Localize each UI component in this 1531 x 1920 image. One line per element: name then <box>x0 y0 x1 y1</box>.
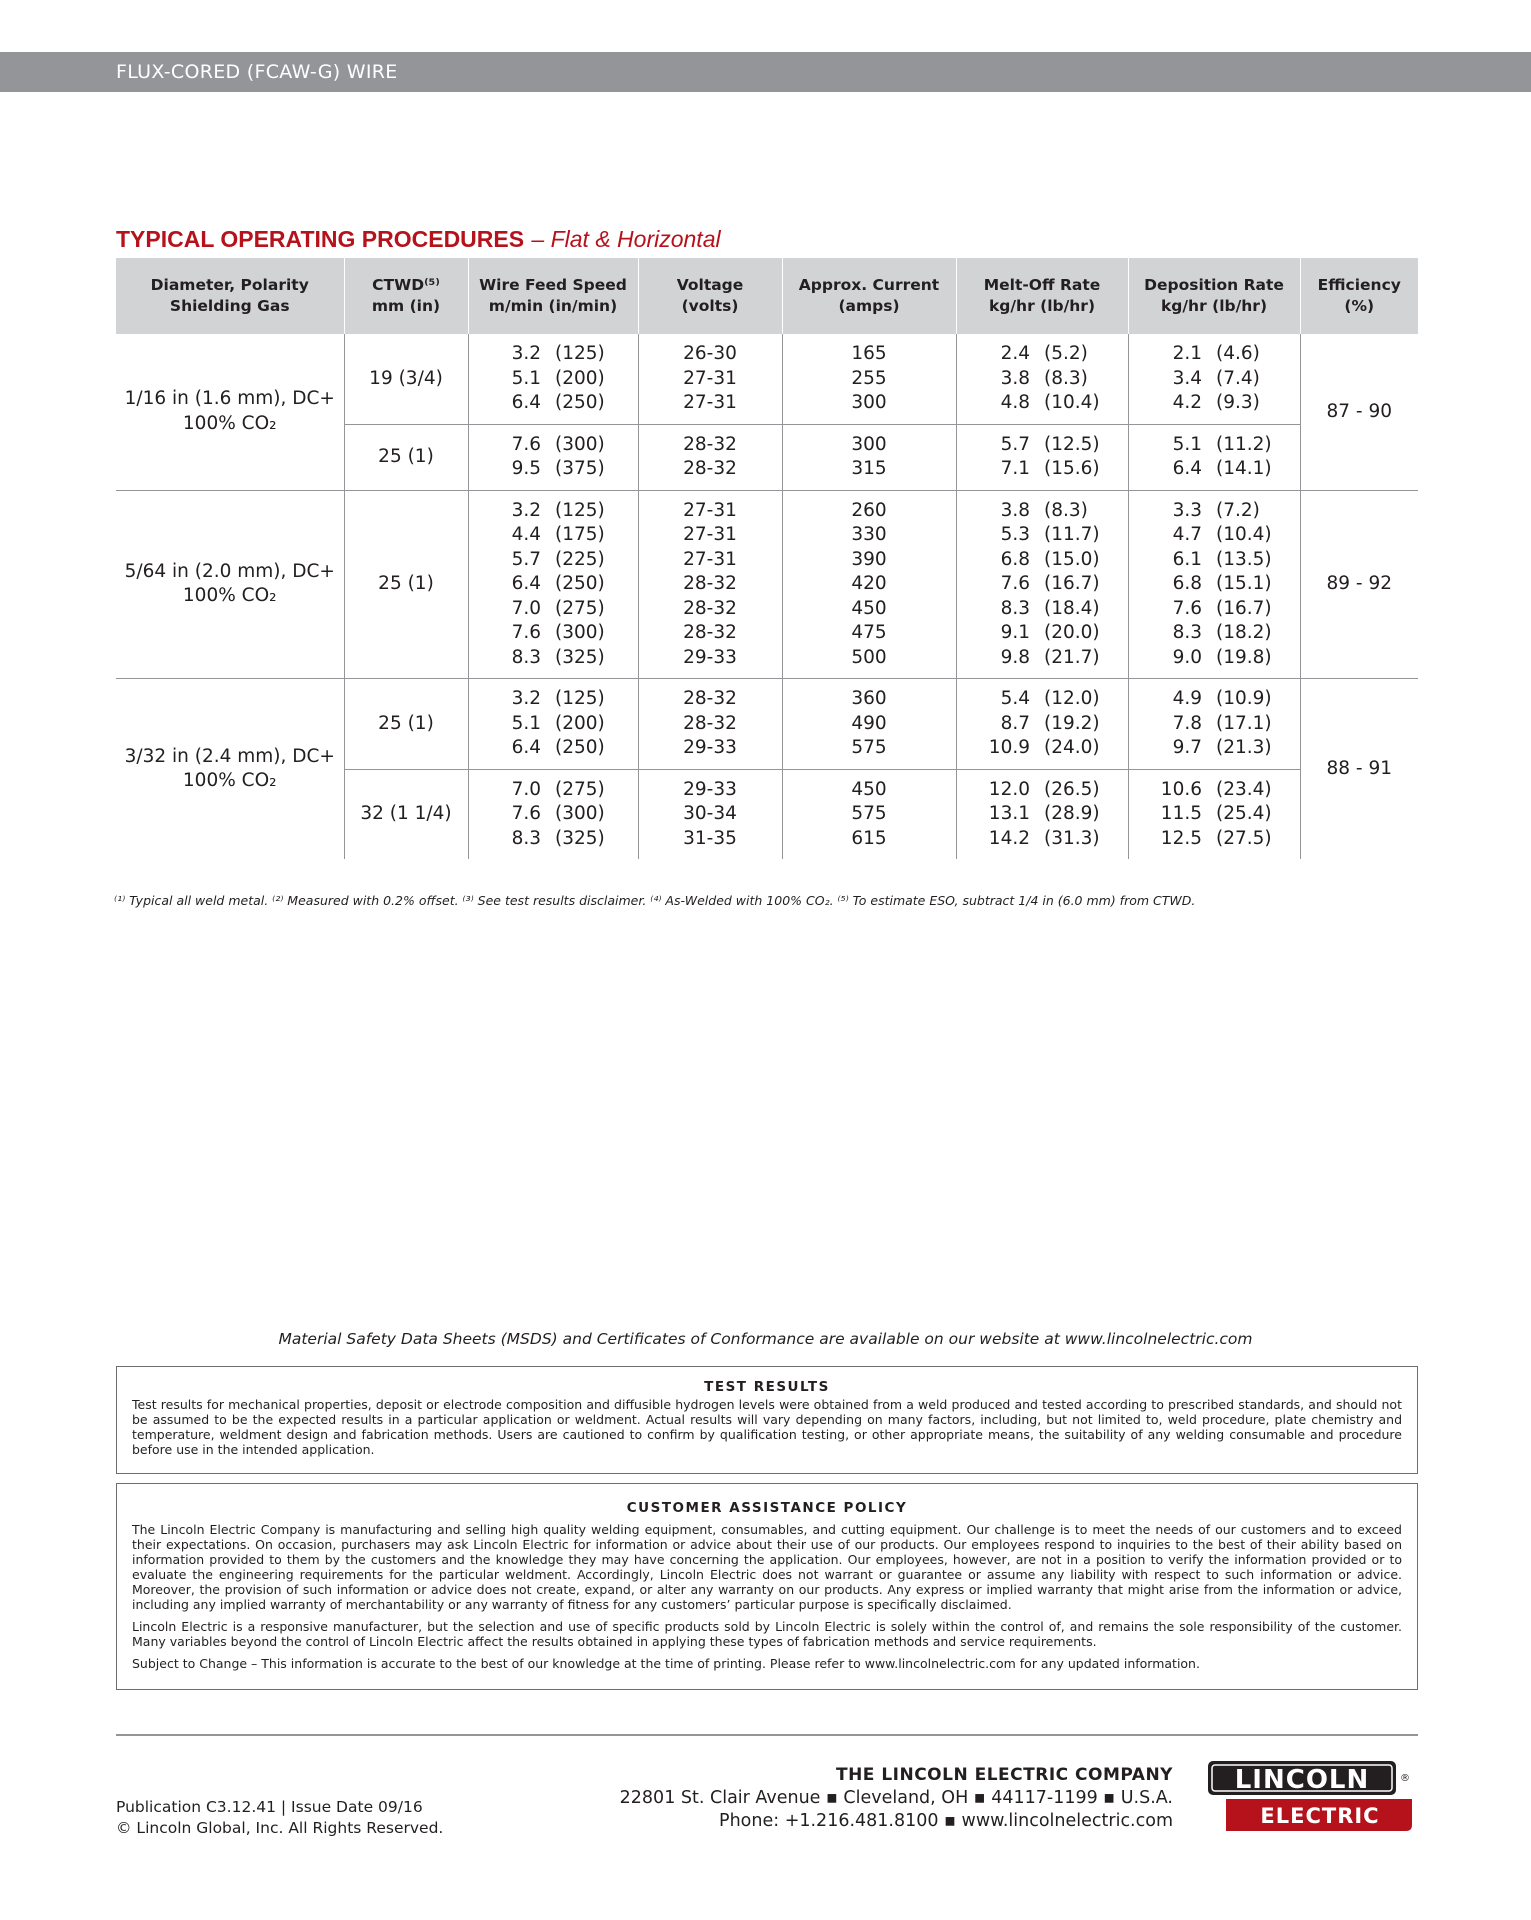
wire-feed-speed-value: 6.4 (250) <box>511 737 605 758</box>
publication-info <box>116 1797 443 1839</box>
current-value: 330 <box>851 524 887 545</box>
deposition-rate-value: 10.6 (23.4) <box>1160 778 1272 800</box>
efficiency-cell: 87 - 90 <box>1300 334 1418 490</box>
header-diameter: Diameter, Polarity Shielding Gas <box>116 258 344 334</box>
deposition-rate-value: 3.4 (7.4) <box>1172 367 1260 389</box>
voltage-value: 27-31 <box>683 367 737 389</box>
deposition-rate-value: 7.6 (16.7) <box>1172 597 1272 619</box>
deposition-rate-cell <box>1128 424 1300 490</box>
current-value: 260 <box>851 499 887 521</box>
deposition-rate-value: 5.1 (11.2) <box>1172 433 1272 455</box>
wire-feed-speed-value: 4.4 (175) <box>511 524 605 545</box>
melt-off-rate-value: 9.8 (21.7) <box>1000 646 1100 668</box>
operating-procedures-table <box>116 258 1418 859</box>
melt-off-rate-value: 6.8 (15.0) <box>1000 548 1100 570</box>
wire-feed-speed-value: 7.6 (300) <box>511 803 605 824</box>
deposition-rate-value: 6.4 (14.1) <box>1172 458 1272 479</box>
wire-feed-speed-value: 7.0 (275) <box>511 597 605 619</box>
melt-off-rate-value: 5.7 (12.5) <box>1000 433 1100 455</box>
voltage-cell <box>638 334 782 424</box>
ctwd-cell: 25 (1) <box>344 424 468 490</box>
voltage-value: 31-35 <box>683 827 737 849</box>
melt-off-rate-cell <box>956 424 1128 490</box>
current-cell <box>782 769 956 859</box>
wire-feed-speed-cell <box>468 490 638 679</box>
melt-off-rate-value: 8.3 (18.4) <box>1000 597 1100 619</box>
diameter-polarity: 3/32 in (2.4 mm), DC+ <box>124 745 335 767</box>
melt-off-rate-cell <box>956 679 1128 770</box>
current-value: 300 <box>851 392 887 413</box>
diameter-cell <box>116 490 344 679</box>
test-results-text: Test results for mechanical properties, deposit or electrode composition and diffusible hydrogen levels were obtained from a weld produced and tested according to prescribed standards, and should not be assumed to be the expected results in a particular application or weldment. Actual results will vary depending on many factors, including, but not limited to, weld procedure, plate chemistry and temperature, weldment design and fabrication methods. Users are cautioned to confirm by qualification testing, or other appropriate means, the suitability of any welding consumable and procedure before use in the intended application. <box>132 1397 1402 1457</box>
melt-off-rate-value: 14.2 (31.3) <box>988 827 1100 849</box>
voltage-value: 27-31 <box>683 524 737 545</box>
copyright: © Lincoln Global, Inc. All Rights Reserved. <box>116 1819 444 1837</box>
diameter-polarity: 1/16 in (1.6 mm), DC+ <box>124 388 335 410</box>
company-name: THE LINCOLN ELECTRIC COMPANY <box>835 1765 1173 1785</box>
ctwd-cell: 25 (1) <box>344 679 468 770</box>
wire-feed-speed-value: 9.5 (375) <box>511 458 605 479</box>
current-value: 575 <box>851 737 887 758</box>
voltage-cell <box>638 679 782 770</box>
header-melt-off-rate: Melt-Off Rate kg/hr (lb/hr) <box>956 258 1128 334</box>
deposition-rate-cell <box>1128 334 1300 424</box>
deposition-rate-value: 12.5 (27.5) <box>1160 827 1272 849</box>
melt-off-rate-value: 7.1 (15.6) <box>1000 458 1100 479</box>
deposition-rate-value: 2.1 (4.6) <box>1172 343 1260 364</box>
voltage-value: 26-30 <box>683 343 737 364</box>
deposition-rate-value: 9.7 (21.3) <box>1172 737 1272 758</box>
section-title <box>116 226 721 253</box>
customer-assistance-paragraph-1: The Lincoln Electric Company is manufacturing and selling high quality welding equipment, consumables, and cutting equipment. Our challenge is to meet the needs of our customers and to exceed their expectations. On occasion, purchasers may ask Lincoln Electric for information or advice about their use of our products. Our employees respond to inquiries to the best of their ability based on information provided to them by the customers and the knowledge they may have concerning the application. Our employees, however, are not in a position to verify the information provided or to evaluate the engineering requirements for the particular weldment. Accordingly, Lincoln Electric does not warrant or guarantee or assume any liability with respect to such information or advice. Moreover, the provision of such information or advice does not create, expand, or alter any warranty on our products. Any express or implied warranty that might arise from the information or advice, including any implied warranty of merchantability or any warranty of fitness for any customers’ particular purpose is specifically disclaimed. <box>132 1522 1402 1612</box>
header-title: FLUX-CORED (FCAW-G) WIRE <box>116 61 398 83</box>
deposition-rate-cell <box>1128 490 1300 679</box>
wire-feed-speed-cell <box>468 769 638 859</box>
deposition-rate-cell <box>1128 769 1300 859</box>
wire-feed-speed-value: 3.2 (125) <box>511 343 605 364</box>
wire-feed-speed-value: 5.1 (200) <box>511 712 605 734</box>
current-value: 500 <box>851 646 887 668</box>
melt-off-rate-value: 9.1 (20.0) <box>1000 622 1100 643</box>
melt-off-rate-cell <box>956 490 1128 679</box>
deposition-rate-value: 4.7 (10.4) <box>1172 524 1272 545</box>
wire-feed-speed-value: 7.0 (275) <box>511 778 605 800</box>
voltage-value: 27-31 <box>683 499 737 521</box>
table-row <box>116 679 1418 770</box>
voltage-value: 29-33 <box>683 737 737 758</box>
efficiency-cell: 88 - 91 <box>1300 679 1418 860</box>
header-voltage: Voltage (volts) <box>638 258 782 334</box>
shielding-gas: 100% CO₂ <box>182 585 277 607</box>
company-info <box>620 1764 1173 1833</box>
melt-off-rate-value: 3.8 (8.3) <box>1000 499 1088 521</box>
deposition-rate-value: 4.2 (9.3) <box>1172 392 1260 413</box>
current-value: 390 <box>851 548 887 570</box>
table-row <box>116 490 1418 679</box>
voltage-cell <box>638 490 782 679</box>
test-results-title: TEST RESULTS <box>704 1379 830 1395</box>
wire-feed-speed-cell <box>468 334 638 424</box>
voltage-value: 29-33 <box>683 778 737 800</box>
wire-feed-speed-cell <box>468 424 638 490</box>
ctwd-cell: 32 (1 1/4) <box>344 769 468 859</box>
melt-off-rate-value: 5.4 (12.0) <box>1000 688 1100 709</box>
table-footnote: ⁽¹⁾ Typical all weld metal. ⁽²⁾ Measured with 0.2% offset. ⁽³⁾ See test results disclaimer. ⁽⁴⁾ As-Welded with 100% CO₂. ⁽⁵⁾ To estimate ESO, subtract 1/4 in (6.0 mm) from CTWD. <box>114 893 1196 908</box>
diameter-polarity: 5/64 in (2.0 mm), DC+ <box>124 560 335 582</box>
current-value: 450 <box>851 778 887 800</box>
wire-feed-speed-cell <box>468 679 638 770</box>
melt-off-rate-value: 13.1 (28.9) <box>988 803 1100 824</box>
deposition-rate-value: 6.8 (15.1) <box>1172 573 1272 594</box>
diameter-cell <box>116 679 344 860</box>
header-current: Approx. Current (amps) <box>782 258 956 334</box>
section-title-main: TYPICAL OPERATING PROCEDURES <box>116 226 525 252</box>
melt-off-rate-value: 2.4 (5.2) <box>1000 343 1088 364</box>
voltage-value: 28-32 <box>683 458 737 479</box>
header-deposition-rate: Deposition Rate kg/hr (lb/hr) <box>1128 258 1300 334</box>
melt-off-rate-value: 10.9 (24.0) <box>988 737 1100 758</box>
voltage-value: 28-32 <box>683 712 737 734</box>
table-header-row <box>116 258 1418 334</box>
voltage-value: 28-32 <box>683 622 737 643</box>
customer-assistance-paragraph-3: Subject to Change – This information is accurate to the best of our knowledge at the time of printing. Please refer to www.lincolnelectric.com for any updated information. <box>132 1656 1200 1671</box>
voltage-value: 27-31 <box>683 392 737 413</box>
current-value: 315 <box>851 458 887 479</box>
current-value: 165 <box>851 343 887 364</box>
voltage-value: 28-32 <box>683 573 737 594</box>
customer-assistance-box <box>116 1483 1418 1690</box>
voltage-value: 30-34 <box>683 803 737 824</box>
customer-assistance-paragraph-2: Lincoln Electric is a responsive manufacturer, but the selection and use of specific products sold by Lincoln Electric is solely within the control of, and remains the sole responsibility of the customer. Many variables beyond the control of Lincoln Electric affect the results obtained in applying these types of fabrication methods and service requirements. <box>132 1619 1402 1649</box>
logo-top-text: LINCOLN <box>1234 1765 1370 1795</box>
current-cell <box>782 679 956 770</box>
current-value: 575 <box>851 803 887 824</box>
deposition-rate-value: 3.3 (7.2) <box>1172 499 1260 521</box>
wire-feed-speed-value: 7.6 (300) <box>511 433 605 455</box>
melt-off-rate-value: 3.8 (8.3) <box>1000 367 1088 389</box>
company-address: 22801 St. Clair Avenue ▪ Cleveland, OH ▪ 44117-1199 ▪ U.S.A. <box>619 1788 1173 1808</box>
voltage-cell <box>638 424 782 490</box>
wire-feed-speed-value: 5.1 (200) <box>511 367 605 389</box>
current-value: 420 <box>851 573 887 594</box>
company-phone-website: Phone: +1.216.481.8100 ▪ www.lincolnelectric.com <box>719 1811 1173 1831</box>
wire-feed-speed-value: 5.7 (225) <box>511 548 605 570</box>
voltage-value: 29-33 <box>683 646 737 668</box>
current-value: 475 <box>851 622 887 643</box>
deposition-rate-value: 6.1 (13.5) <box>1172 548 1272 570</box>
logo-bottom-text: ELECTRIC <box>1260 1804 1380 1828</box>
msds-note: Material Safety Data Sheets (MSDS) and Certificates of Conformance are available on our website at www.lincolnelectric.com <box>278 1330 1253 1348</box>
table-row <box>116 334 1418 424</box>
customer-assistance-title: CUSTOMER ASSISTANCE POLICY <box>626 1500 908 1516</box>
wire-feed-speed-value: 3.2 (125) <box>511 688 605 709</box>
deposition-rate-value: 4.9 (10.9) <box>1172 688 1272 709</box>
ctwd-cell: 19 (3/4) <box>344 334 468 424</box>
voltage-value: 28-32 <box>683 433 737 455</box>
logo-registered-mark: ® <box>1400 1773 1410 1784</box>
deposition-rate-value: 7.8 (17.1) <box>1172 712 1272 734</box>
diameter-cell <box>116 334 344 490</box>
melt-off-rate-value: 12.0 (26.5) <box>988 778 1100 800</box>
voltage-value: 28-32 <box>683 688 737 709</box>
efficiency-cell: 89 - 92 <box>1300 490 1418 679</box>
wire-feed-speed-value: 3.2 (125) <box>511 499 605 521</box>
publication-number: Publication C3.12.41 | Issue Date 09/16 <box>116 1798 423 1816</box>
shielding-gas: 100% CO₂ <box>182 770 277 791</box>
wire-feed-speed-value: 7.6 (300) <box>511 622 605 643</box>
current-value: 360 <box>851 688 887 709</box>
deposition-rate-value: 8.3 (18.2) <box>1172 622 1272 643</box>
current-value: 615 <box>851 827 887 849</box>
header-efficiency: Efficiency (%) <box>1300 258 1418 334</box>
wire-feed-speed-value: 6.4 (250) <box>511 573 605 594</box>
header-ctwd: CTWD⁽⁵⁾ mm (in) <box>344 258 468 334</box>
header-wire-feed-speed: Wire Feed Speed m/min (in/min) <box>468 258 638 334</box>
lincoln-electric-logo <box>1206 1759 1418 1833</box>
melt-off-rate-value: 5.3 (11.7) <box>1000 524 1100 545</box>
voltage-cell <box>638 769 782 859</box>
melt-off-rate-cell <box>956 334 1128 424</box>
voltage-value: 28-32 <box>683 597 737 619</box>
test-results-box <box>116 1366 1418 1474</box>
current-cell <box>782 334 956 424</box>
header-bar <box>0 52 1531 92</box>
voltage-value: 27-31 <box>683 548 737 570</box>
current-cell <box>782 424 956 490</box>
section-title-sub: – Flat & Horizontal <box>531 226 721 252</box>
melt-off-rate-value: 7.6 (16.7) <box>1000 573 1100 594</box>
deposition-rate-value: 11.5 (25.4) <box>1160 803 1272 824</box>
current-value: 255 <box>851 367 887 389</box>
current-value: 450 <box>851 597 887 619</box>
deposition-rate-cell <box>1128 679 1300 770</box>
wire-feed-speed-value: 8.3 (325) <box>511 827 605 849</box>
footer-divider <box>116 1734 1418 1736</box>
current-cell <box>782 490 956 679</box>
deposition-rate-value: 9.0 (19.8) <box>1172 646 1272 668</box>
shielding-gas: 100% CO₂ <box>182 412 277 434</box>
wire-feed-speed-value: 8.3 (325) <box>511 646 605 668</box>
ctwd-cell: 25 (1) <box>344 490 468 679</box>
current-value: 300 <box>851 433 887 455</box>
melt-off-rate-value: 4.8 (10.4) <box>1000 392 1100 413</box>
table-body <box>116 334 1418 859</box>
current-value: 490 <box>851 712 887 734</box>
wire-feed-speed-value: 6.4 (250) <box>511 392 605 413</box>
melt-off-rate-value: 8.7 (19.2) <box>1000 712 1100 734</box>
melt-off-rate-cell <box>956 769 1128 859</box>
